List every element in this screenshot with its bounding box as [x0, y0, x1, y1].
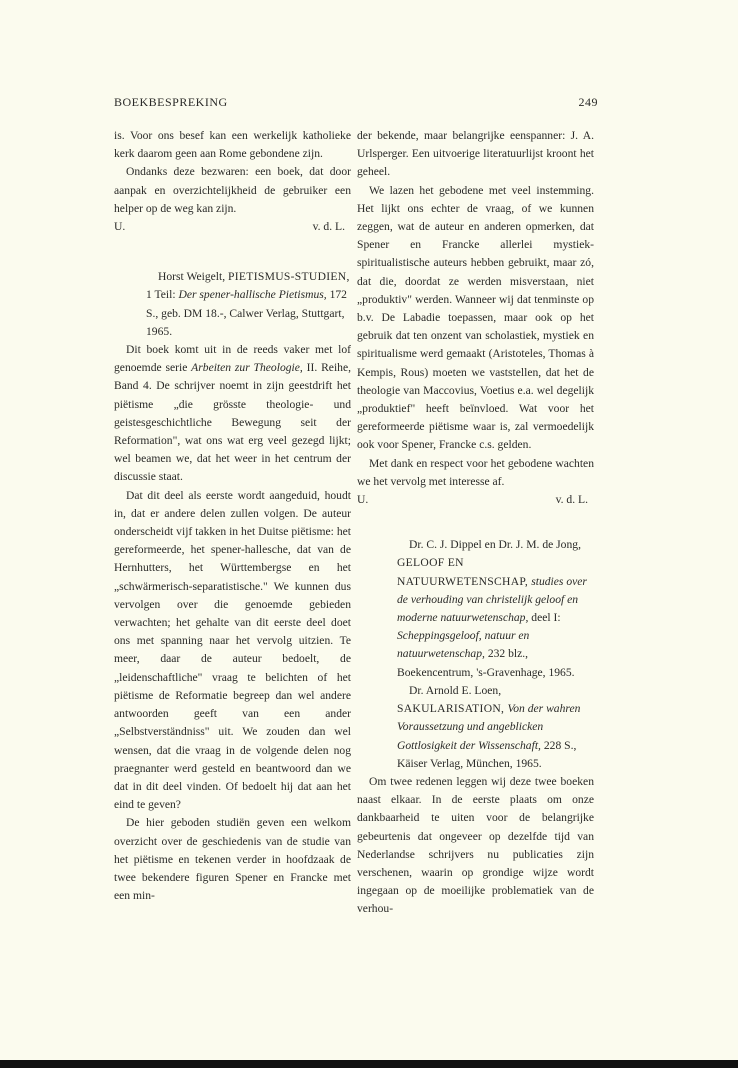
signature-initial: U.	[114, 220, 126, 234]
signature-name: v. d. L.	[555, 493, 588, 507]
book-entry	[114, 268, 351, 341]
paragraph: Met dank en respect voor het gebodene wachten we het vervolg met interesse af.	[357, 456, 594, 488]
book-title: PIETISMUS-STUDIEN,	[228, 270, 350, 284]
review-signature	[114, 218, 351, 236]
signature-name: v. d. L.	[312, 220, 345, 234]
paragraph: We lazen het gebodene met veel instemming. Het lijkt ons echter de vraag, of we kunnen zeggen, wat de auteur en anderen opmerken, dat Spener en Francke allerlei mystiek-spiritualistische auteurs hebben gebruikt, maar zó, dat die, doordat ze werden misverstaan, niet „produktiv" werden. Wanneer wij dat tenminste op b.v. De Labadie toepassen, maar ook op het gebruik dat ten onzent van scholastiek, mystiek en spiritualisme werd gemaakt (Aristoteles, Thomas à Kempis, Rous) moeten we vaststellen, dat het de theologie van Maccovius, Voetius e.a. wel degelijk „produktief" heeft beïnvloed. Wat voor het gereformeerde piëtisme waar is, zal vermoedelijk ook voor Spener, Francke c.s. gelden.	[357, 183, 594, 452]
book-entry	[357, 682, 594, 773]
page-number: 249	[578, 95, 598, 109]
paragraph: Ondanks deze bezwaren: een boek, dat door aanpak en overzichtelijkheid de gebruiker een helper op de weg kan zijn.	[114, 165, 351, 215]
right-column	[357, 127, 594, 919]
paragraph-text: II. Reihe, Band 4. De schrijver noemt in zijn geestdrift het piëtisme „die grösste theologie- und geistesgeschichtliche Bewegung seit der Reformation", wat ons wat erg veel gezegd lijkt; wel beamen we, dat het weer in het centrum der discussie staat.	[114, 361, 352, 484]
paragraph: is. Voor ons besef kan een werkelijk katholieke kerk daarom geen aan Rome gebondene zijn.	[114, 129, 351, 161]
book-details: 232 blz., Boekencentrum, 's-Gravenhage, 1965.	[397, 647, 575, 679]
header-title: BOEKBESPREKING	[114, 95, 228, 109]
scan-edge	[0, 1060, 738, 1068]
paragraph-text: Dit boek komt uit in de reeds vaker met lof genoemde serie	[114, 343, 351, 375]
book-author: Dr. C. J. Dippel en Dr. J. M. de Jong,	[409, 538, 581, 552]
book-subtitle: studies over de verhouding van christelijk geloof en moderne natuurwetenschap,	[397, 574, 587, 625]
book-details: 172 S., geb. DM 18.-, Calwer Verlag, Stuttgart, 1965.	[146, 288, 347, 338]
signature-initial: U.	[357, 493, 369, 507]
book-subtitle: Von der wahren Voraussetzung und angeblicken Gottlosigkeit der Wissenschaft,	[397, 702, 581, 752]
paragraph: De hier geboden studiën geven een welkom overzicht over de geschiedenis van de studie van het piëtisme en tekenen verder in hoofdzaak de twee bekendere figuren Spener en Francke met een min-	[114, 816, 351, 903]
left-column	[114, 127, 351, 905]
book-part: deel I:	[528, 611, 561, 625]
book-part-title: Scheppingsgeloof, natuur en natuurwetenschap,	[397, 629, 530, 661]
book-title: SAKULARISATION,	[397, 702, 508, 716]
book-entry	[357, 536, 594, 682]
paragraph: Dat dit deel als eerste wordt aangeduid, houdt in, dat er andere delen zullen volgen. De auteur onderscheidt vijf takken in het Duitse piëtisme: het gereformeerde, het spener-hallesche, dat van de Hernhutters, het Württembergse en het „schwärmerisch-separatistische." We kunnen dus vervolgen over die genoemde gebieden verwachten; het gehalte van dit eerste deel doet ons met spanning naar het vervolg uitzien. Te meer, daar de auteur bedoelt, de „leidenschaftliche" vraag te belichten of het piëtisme de Reformatie begreep dan wel andere antwoorden geeft van een ander „Selbstverständniss" uit. We zouden dan wel wensen, dat die vraag in de volgende delen nog praegnanter werd gesteld en beantwoord dan we dat in dit deel vinden. Of bedoelt hij dat aan het eind te geven?	[114, 488, 351, 812]
review-signature	[357, 491, 594, 509]
book-author: Dr. Arnold E. Loen,	[409, 683, 502, 697]
paragraph	[114, 341, 351, 487]
paragraph: der bekende, maar belangrijke eenspanner: J. A. Urlsperger. Een uitvoerige literatuurlijst kroont het geheel.	[357, 129, 594, 179]
book-title: GELOOF EN NATUURWETENSCHAP,	[397, 556, 532, 588]
paragraph: Om twee redenen leggen wij deze twee boeken naast elkaar. In de eerste plaats om onze dankbaarheid te uiten voor de belangrijke gebeurtenis dat ongeveer op dezelfde tijd van Nederlandse schrijvers nu publicaties zijn verschenen, waarin op grondige wijze wordt ingegaan op de moeilijke problematiek van de verhou-	[357, 774, 594, 916]
book-subtitle: Der spener-hallische Pietismus,	[178, 288, 330, 302]
book-details: 228 S., Käiser Verlag, München, 1965.	[397, 738, 577, 770]
book-author: Horst Weigelt,	[158, 270, 229, 284]
series-title: Arbeiten zur Theologie,	[191, 361, 303, 375]
book-part: 1 Teil:	[146, 288, 179, 302]
